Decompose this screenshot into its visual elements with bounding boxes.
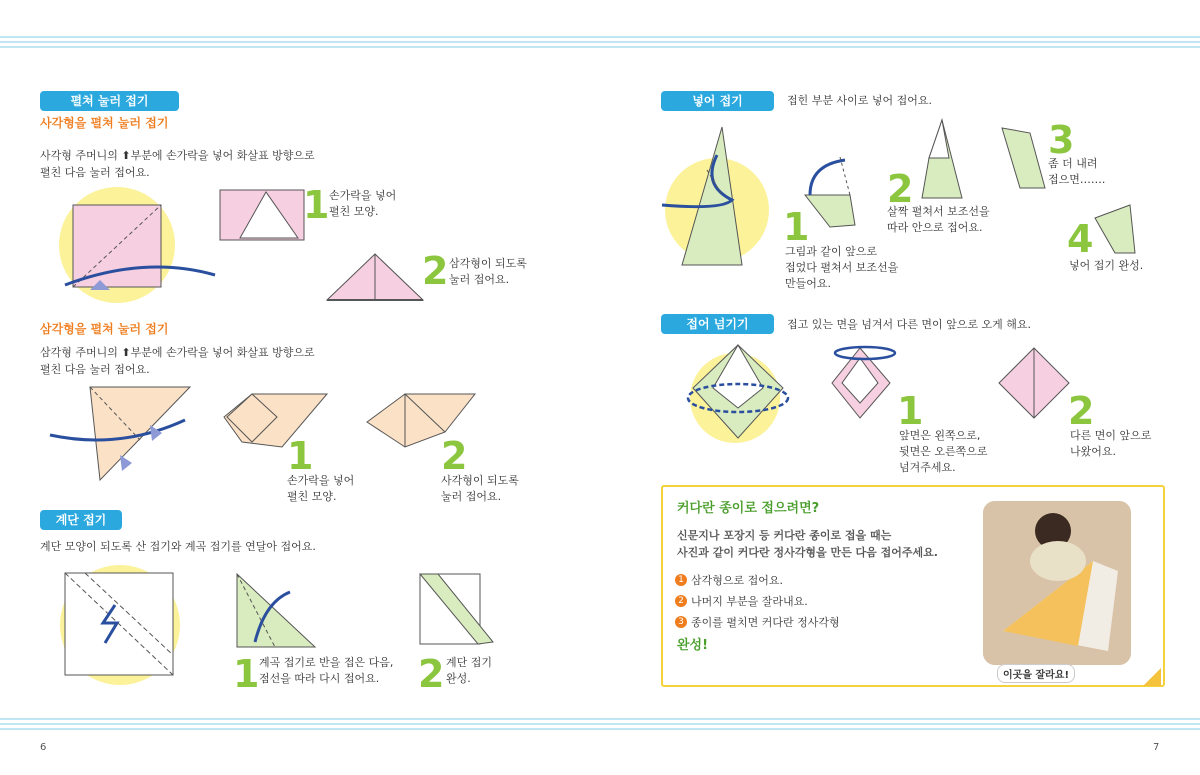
desc-step-fold: 계단 모양이 되도록 산 접기와 계곡 접기를 연달아 접어요. <box>40 540 316 553</box>
tag-pleat-fold: 펼쳐 눌러 접기 <box>40 91 179 111</box>
page-number-left: 6 <box>40 742 47 753</box>
flip-fold-step1 <box>830 343 900 423</box>
subtitle-triangle-pleat: 삼각형을 펼쳐 눌러 접기 <box>40 322 169 336</box>
square-pleat-step2 <box>325 250 425 305</box>
step-caption: 넣어 접기 완성. <box>1069 259 1144 272</box>
tip-title: 커다란 종이로 접으려면? <box>677 501 820 516</box>
child-folding-photo <box>983 501 1131 665</box>
tip-badge: 1 <box>675 574 687 586</box>
step-caption: 손가락을 넣어 펼친 모양. <box>287 474 355 503</box>
step-fold-diagram <box>55 565 185 685</box>
insert-fold-step2 <box>917 118 967 203</box>
step-number: 2 <box>422 249 449 293</box>
step-caption: 계곡 접기로 반을 접은 다음, 점선을 따라 다시 접어요. <box>259 656 394 685</box>
tip-item-text: 나머지 부분을 잘라내요. <box>691 594 808 608</box>
tag-step-fold: 계단 접기 <box>40 510 122 530</box>
tag-flip-fold: 접어 넘기기 <box>661 314 774 334</box>
square-pleat-step1 <box>218 188 308 243</box>
tip-item <box>675 569 840 590</box>
step-number: 1 <box>233 652 260 696</box>
subtitle-square-pleat: 사각형을 펼쳐 눌러 접기 <box>40 116 169 130</box>
step-caption: 좀 더 내려 접으면……. <box>1048 157 1106 186</box>
tip-item <box>675 590 840 611</box>
tip-item-text: 삼각형으로 접어요. <box>691 573 784 587</box>
step-number: 2 <box>441 434 468 478</box>
page-number-right: 7 <box>1153 742 1160 753</box>
step-number: 1 <box>303 183 330 227</box>
insert-fold-diagram <box>662 125 772 275</box>
step-caption: 삼각형이 되도록 눌러 접어요. <box>449 257 527 286</box>
step-fold-step1 <box>235 572 325 652</box>
desc-square-pleat: 사각형 주머니의 ⬆부분에 손가락을 넣어 화살표 방향으로 펼친 다음 눌러 접어요. <box>40 149 315 179</box>
step-number: 4 <box>1067 217 1094 261</box>
step-fold-step2 <box>418 572 498 647</box>
triangle-pleat-step1 <box>222 392 332 452</box>
step-caption: 계단 접기 완성. <box>446 656 493 685</box>
desc-insert-fold: 접힌 부분 사이로 넣어 접어요. <box>787 94 932 107</box>
triangle-pleat-diagram <box>50 385 200 485</box>
tip-item-text: 종이를 펼치면 커다란 정사각형 <box>691 615 840 629</box>
step-number: 3 <box>1048 118 1075 162</box>
tip-intro: 신문지나 포장지 등 커다란 종이로 접을 때는 사진과 같이 커다란 정사각형을 만든 다음 접어주세요. <box>677 529 938 559</box>
step-number: 1 <box>783 205 810 249</box>
step-number: 1 <box>287 434 314 478</box>
tip-list <box>675 569 840 632</box>
desc-flip-fold: 접고 있는 면을 넘겨서 다른 면이 앞으로 오게 해요. <box>787 318 1031 331</box>
photo-caption: 이곳을 잘라요! <box>997 664 1075 683</box>
step-number: 2 <box>418 652 445 696</box>
tag-insert-fold: 넣어 접기 <box>661 91 774 111</box>
step-caption: 살짝 펼쳐서 보조선을 따라 안으로 접어요. <box>887 205 990 234</box>
tip-badge: 3 <box>675 616 687 628</box>
step-caption: 그림과 같이 앞으로 접었다 펼쳐서 보조선을 만들어요. <box>785 245 899 290</box>
insert-fold-step4 <box>1090 203 1140 258</box>
square-pleat-diagram <box>55 185 195 305</box>
step-caption: 사각형이 되도록 눌러 접어요. <box>441 474 519 503</box>
step-number: 2 <box>1068 389 1095 433</box>
insert-fold-step3 <box>1000 123 1050 193</box>
step-caption: 손가락을 넣어 펼친 모양. <box>329 189 397 218</box>
flip-fold-step2 <box>997 346 1072 421</box>
desc-triangle-pleat: 삼각형 주머니의 ⬆부분에 손가락을 넣어 화살표 방향으로 펼친 다음 눌러 접어요. <box>40 346 315 376</box>
flip-fold-diagram <box>683 343 793 443</box>
tip-item <box>675 611 840 632</box>
step-number: 2 <box>887 167 914 211</box>
step-caption: 다른 면이 앞으로 나왔어요. <box>1070 429 1152 458</box>
top-stripes <box>0 36 1200 51</box>
box-corner-fold <box>1143 668 1163 688</box>
tip-done: 완성! <box>677 638 709 653</box>
step-number: 1 <box>897 389 924 433</box>
photo-illustration <box>983 501 1131 665</box>
step-caption: 앞면은 왼쪽으로, 뒷면은 오른쪽으로 넘겨주세요. <box>899 429 988 474</box>
bottom-stripes <box>0 718 1200 733</box>
tip-badge: 2 <box>675 595 687 607</box>
